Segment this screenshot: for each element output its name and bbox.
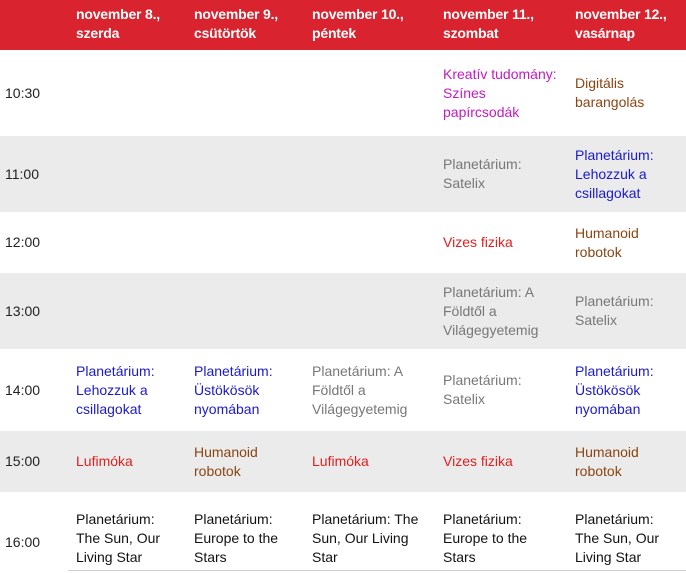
day-header-weekday: csütörtök xyxy=(194,25,256,41)
schedule-cell xyxy=(304,349,435,431)
program-link[interactable]: Planetárium: Lehozzuk a csillagokat xyxy=(76,362,155,417)
program-link[interactable]: Planetárium: Satelix xyxy=(443,372,522,407)
day-header-0 xyxy=(68,0,186,50)
schedule-cell xyxy=(567,212,686,273)
schedule-row xyxy=(0,50,686,136)
program-link[interactable]: Planetárium: Lehozzuk a csillagokat xyxy=(575,146,654,201)
time-slot: 12:00 xyxy=(0,212,68,273)
day-header-1 xyxy=(186,0,304,50)
schedule-row xyxy=(0,273,686,349)
schedule-cell xyxy=(68,349,186,431)
schedule-cell xyxy=(304,136,435,212)
day-header-4 xyxy=(567,0,686,50)
program-link[interactable]: Lufimóka xyxy=(76,453,133,469)
program-link[interactable]: Humanoid robotok xyxy=(194,443,258,479)
schedule-cell xyxy=(186,349,304,431)
schedule-cell xyxy=(304,212,435,273)
time-slot: 10:30 xyxy=(0,50,68,136)
schedule-cell xyxy=(186,50,304,136)
schedule-body xyxy=(0,50,686,573)
program-link[interactable]: Kreatív tudomány: Színes papírcsodák xyxy=(443,65,557,120)
day-header-weekday: szombat xyxy=(443,25,499,41)
schedule-cell xyxy=(435,50,567,136)
schedule-cell xyxy=(567,273,686,349)
program-link[interactable]: Planetárium: Üstökösök nyomában xyxy=(575,362,654,417)
program-link[interactable]: Planetárium: Satelix xyxy=(575,293,654,328)
program-link[interactable]: Planetárium: Satelix xyxy=(443,156,522,191)
schedule-cell xyxy=(186,431,304,492)
day-header-weekday: szerda xyxy=(76,25,120,41)
schedule-cell xyxy=(304,431,435,492)
schedule-header xyxy=(0,0,686,50)
program-link[interactable]: Planetárium: The Sun, Our Living Star xyxy=(76,511,161,565)
day-header-date: november 10., xyxy=(312,6,404,22)
program-link[interactable]: Humanoid robotok xyxy=(575,224,639,260)
time-slot: 15:00 xyxy=(0,431,68,492)
bottom-divider xyxy=(68,570,686,571)
program-link[interactable]: Planetárium: The Sun, Our Living Star xyxy=(312,511,419,565)
schedule-cell xyxy=(435,492,567,573)
schedule-cell xyxy=(567,431,686,492)
schedule-cell xyxy=(68,492,186,573)
schedule-cell xyxy=(435,136,567,212)
schedule-row xyxy=(0,492,686,573)
program-link[interactable]: Digitális barangolás xyxy=(575,75,645,110)
schedule-row xyxy=(0,431,686,492)
schedule-cell xyxy=(567,492,686,573)
day-header-date: november 9., xyxy=(194,6,278,22)
schedule-cell xyxy=(435,273,567,349)
time-slot: 16:00 xyxy=(0,492,68,573)
schedule-row xyxy=(0,136,686,212)
schedule-cell xyxy=(567,50,686,136)
program-link[interactable]: Planetárium: A Földtől a Világegyetemig xyxy=(443,283,539,338)
day-header-weekday: péntek xyxy=(312,25,356,41)
schedule-cell xyxy=(68,431,186,492)
schedule-cell xyxy=(435,212,567,273)
time-column-header xyxy=(0,0,68,50)
day-header-3 xyxy=(435,0,567,50)
program-link[interactable]: Lufimóka xyxy=(312,453,369,469)
program-link[interactable]: Planetárium: The Sun, Our Living Star xyxy=(575,511,660,565)
schedule-cell xyxy=(68,273,186,349)
schedule-cell xyxy=(68,50,186,136)
schedule-cell xyxy=(68,212,186,273)
schedule-cell xyxy=(567,136,686,212)
day-header-date: november 8., xyxy=(76,6,160,22)
day-header-weekday: vasárnap xyxy=(575,25,635,41)
schedule-row xyxy=(0,349,686,431)
schedule-cell xyxy=(304,50,435,136)
day-header-2 xyxy=(304,0,435,50)
program-link[interactable]: Vizes fizika xyxy=(443,453,513,469)
schedule-cell xyxy=(186,212,304,273)
schedule-row xyxy=(0,212,686,273)
schedule-cell xyxy=(304,273,435,349)
program-link[interactable]: Humanoid robotok xyxy=(575,443,639,479)
time-slot: 13:00 xyxy=(0,273,68,349)
schedule-cell xyxy=(186,492,304,573)
schedule-cell xyxy=(435,349,567,431)
schedule-cell xyxy=(68,136,186,212)
schedule-cell xyxy=(186,273,304,349)
schedule-cell xyxy=(435,431,567,492)
program-link[interactable]: Planetárium: Europe to the Stars xyxy=(443,511,528,565)
schedule-cell xyxy=(567,349,686,431)
schedule-cell xyxy=(304,492,435,573)
program-link[interactable]: Planetárium: Üstökösök nyomában xyxy=(194,362,273,417)
program-link[interactable]: Vizes fizika xyxy=(443,234,513,250)
program-link[interactable]: Planetárium: A Földtől a Világegyetemig xyxy=(312,362,408,417)
day-header-date: november 12., xyxy=(575,6,667,22)
day-header-date: november 11., xyxy=(443,6,534,22)
time-slot: 14:00 xyxy=(0,349,68,431)
program-link[interactable]: Planetárium: Europe to the Stars xyxy=(194,511,279,565)
schedule-cell xyxy=(186,136,304,212)
time-slot: 11:00 xyxy=(0,136,68,212)
